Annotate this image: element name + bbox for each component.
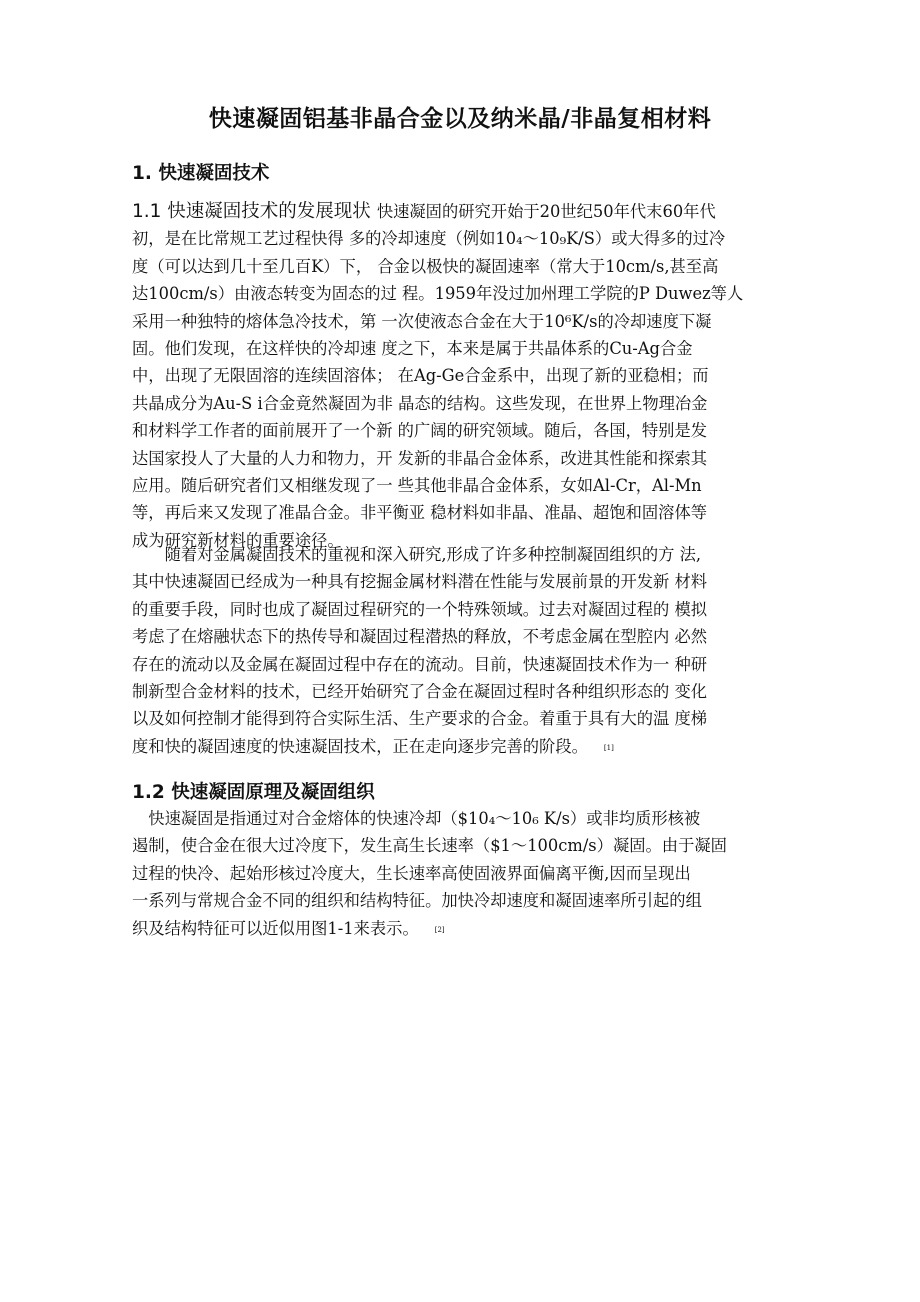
citation-ref: [1] [603,743,614,752]
document-title: 快速凝固铝基非晶合金以及纳米晶/非晶复相材料 [208,106,712,132]
text-line: 采用一种独特的熔体急冷技术，第 一次使液态合金在大于10⁶K/s的冷却速度下凝 [132,311,712,331]
text-line: 和材料学工作者的面前展开了一个新 的广阔的研究领域。随后，各国，特别是发 [132,421,708,441]
text-line: 固。他们发现，在这样快的冷却速 度之下，本来是属于共晶体系的Cu-Ag合金 [132,338,693,358]
text-line [132,733,802,760]
text-line: 等，再后来又发现了准晶合金。非平衡亚 稳材料如非晶、准晶、超饱和固溶体等 [132,503,708,523]
text-line: 考虑了在熔融状态下的热传导和凝固过程潜热的释放，不考虑金属在型腔内 必然 [132,627,708,647]
text-line: 的重要手段，同时也成了凝固过程研究的一个特殊领域。过去对凝固过程的 模拟 [132,599,708,619]
section-1-2-heading: 1.2 快速凝固原理及凝固组织 [132,782,375,803]
section-1-1-body [132,198,802,554]
text-line: 成为研究新材料的重要途径。 [132,530,344,550]
text-line: 其中快速凝固已经成为一种具有挖掘金属材料潜在性能与发展前景的开发新 材料 [132,572,708,592]
text-line: 随着对金属凝固技术的重视和深入研究,形成了许多种控制凝固组织的方 法, [132,545,702,564]
text-line-content: 织及结构特征可以近似用图1-1来表示。 [132,918,419,938]
text-line: 达100cm/s）由液态转变为固态的过 程。1959年没过加州理工学院的P Duwez等人 [132,284,744,304]
text-line: 存在的流动以及金属在凝固过程中存在的流动。目前，快速凝固技术作为一 种研 [132,654,708,674]
text-line [132,198,802,225]
text-line-content: 度和快的凝固速度的快速凝固技术，正在走向逐步完善的阶段。 [132,736,588,756]
text-line: 遏制，使合金在很大过冷度下，发生高生长速率（$1～100cm/s）凝固。由于凝固 [132,836,727,856]
text-line: 以及如何控制才能得到符合实际生活、生产要求的合金。着重于具有大的温 度梯 [132,709,708,729]
section-1-1-heading: 1.1 快速凝固技术的发展现状 [132,201,371,222]
text-line-content: 快速凝固的研究开始于20世纪50年代末60年代 [376,202,716,221]
text-line: 一系列与常规合金不同的组织和结构特征。加快冷却速度和凝固速率所引起的组 [132,891,702,911]
citation-ref: [2] [434,925,445,934]
text-line: 快速凝固是指通过对合金熔体的快速冷却（$10₄～10₆ K/s）或非均质形核被 [132,809,701,828]
text-line [132,915,802,942]
text-line: 共晶成分为Au-S i合金竟然凝固为非 晶态的结构。这些发现，在世界上物理冶金 [132,393,708,413]
text-line: 应用。随后研究者们又相继发现了一 些其他非晶合金体系，女如Al-Cr，Al-Mn [132,475,702,495]
section-1-1-paragraph-2 [132,541,802,760]
text-line: 达国家投人了大量的人力和物力，开 发新的非晶合金体系，改进其性能和探索其 [132,448,708,468]
text-line: 过程的快冷、起始形核过冷度大，生长速率高使固液界面偏离平衡,因而呈现出 [132,863,691,883]
text-line: 初，是在比常规工艺过程快得 多的冷却速度（例如10₄～10₉K/S）或大得多的过冷 [132,229,726,249]
text-line: 中，出现了无限固溶的连续固溶体； 在Ag-Ge合金系中，出现了新的亚稳相；而 [132,366,709,386]
text-line: 制新型合金材料的技术，已经开始研究了合金在凝固过程时各种组织形态的 变化 [132,681,708,701]
text-line: 度（可以达到几十至几百K）下， 合金以极快的凝固速率（常大于10cm/s,甚至高 [132,256,719,276]
section-1-heading: 1. 快速凝固技术 [132,163,270,184]
section-1-2-body [132,805,802,942]
